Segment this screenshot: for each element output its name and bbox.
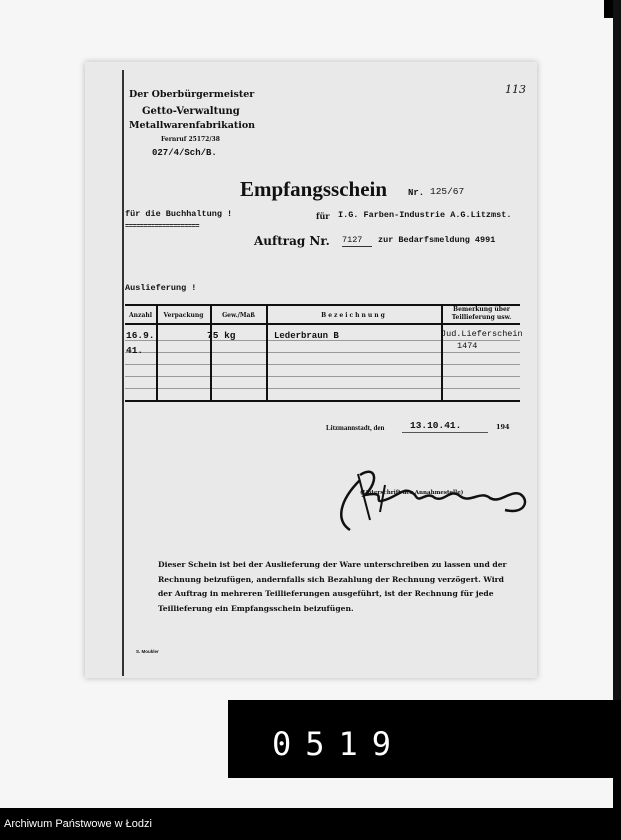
issuer-phone: Fernruf 25172/38 (161, 136, 220, 143)
cell-quantity: 41. (126, 345, 144, 356)
reference-code: 027/4/Sch/B. (152, 148, 217, 158)
issuer-line3: Metallwarenfabrikation (129, 120, 256, 131)
delivery-label: Auslieferung ! (125, 283, 197, 293)
document-title: Empfangsschein (240, 177, 388, 201)
cell-weight: 75 kg (207, 330, 236, 341)
archive-name: Archiwum Państwowe w Łodzi (4, 818, 152, 830)
col-header-description: Bezeichnung (321, 312, 387, 319)
col-header-packaging: Verpackung (163, 312, 204, 319)
row-line (125, 376, 520, 377)
place-label: Litzmannstadt, den (326, 424, 385, 432)
order-number: 7127 (342, 236, 372, 247)
frame-number: 0519 (272, 725, 406, 763)
cell-description: Lederbraun B (274, 331, 339, 341)
receipt-number: 125/67 (430, 186, 465, 197)
header-rule (125, 323, 520, 325)
recipient-label: für (316, 211, 330, 221)
cell-remarks: 1474 (457, 341, 478, 351)
row-line (125, 352, 520, 353)
issuer-line1: Der Oberbürgermeister (129, 89, 255, 100)
page-mark: 113 (505, 83, 526, 96)
issuer-line2: Getto-Verwaltung (142, 106, 240, 117)
year-prefix: 194 (496, 423, 510, 431)
col-header-weight: Gew./Maß (222, 312, 255, 319)
instructions-text: Dieser Schein ist bei der Auslieferung der Ware unterschreiben zu lassen und der Rechnung beizufügen, andernfalls sich Bezahlung der Rechnung verzögert. Wird der Auftrag in mehreren Teillieferungen ausgeführt, ist der Rechnung für jede Teillieferung ein Empfangsschein beizufügen. (158, 560, 507, 613)
row-line (125, 388, 520, 389)
accounting-note: für die Buchhaltung ! (125, 209, 233, 219)
recipient: I.G. Farben-Industrie A.G.Litzmst. (338, 210, 512, 220)
cell-quantity: 16.9. (126, 330, 155, 341)
date-value: 13.10.41. (402, 421, 488, 433)
cell-remarks: Jud.Lieferschein (441, 329, 523, 339)
archive-footer (0, 808, 621, 840)
order-label: Auftrag Nr. (254, 234, 330, 248)
edge-strip (613, 0, 621, 700)
number-label: Nr. (408, 188, 425, 198)
signature-caption: (Unterschrift der Annahmestelle) (360, 490, 464, 496)
printer-mark: S. Moukler (136, 649, 159, 654)
signature (330, 460, 540, 535)
accounting-underline: ==================== (125, 223, 200, 231)
row-line (125, 364, 520, 365)
col-header-quantity: Anzahl (129, 312, 152, 319)
requisition: zur Bedarfsmeldung 4991 (378, 235, 496, 245)
col-header-remarks: Bemerkung über Teillieferung usw. (451, 306, 512, 321)
margin-line (122, 70, 124, 676)
